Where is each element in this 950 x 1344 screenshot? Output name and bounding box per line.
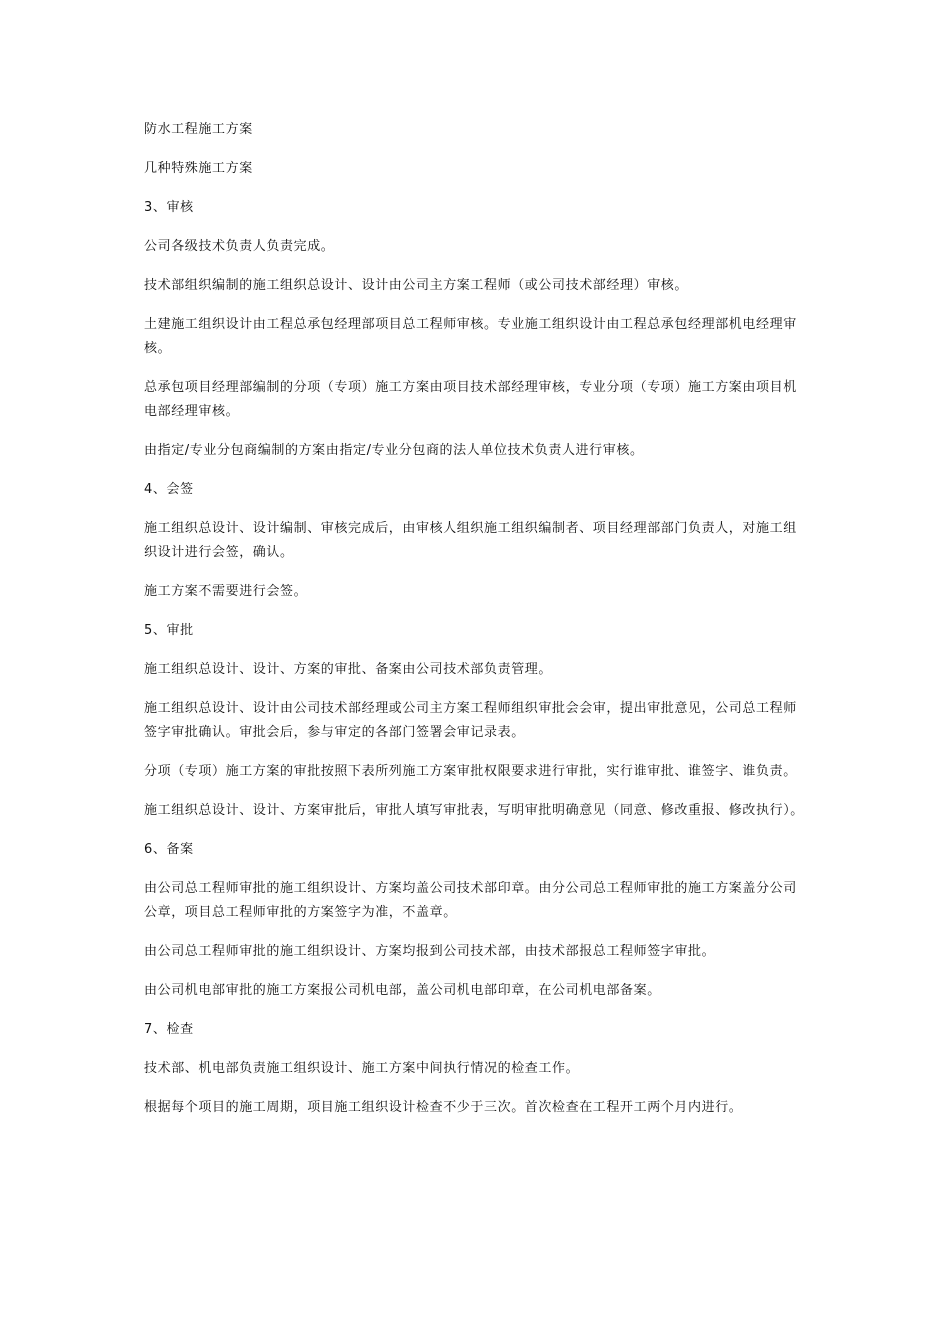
section-heading: 4、会签 — [144, 482, 194, 497]
paragraph: 总承包项目经理部编制的分项（专项）施工方案由项目技术部经理审核，专业分项（专项）施工方案由项目机电部经理审核。 — [144, 380, 797, 419]
paragraph: 土建施工组织设计由工程总承包经理部项目总工程师审核。专业施工组织设计由工程总承包经理部机电经理审核。 — [144, 317, 797, 356]
document-body — [144, 118, 808, 1135]
paragraph: 分项（专项）施工方案的审批按照下表所列施工方案审批权限要求进行审批，实行谁审批、谁签字、谁负责。 — [144, 764, 797, 779]
paragraph: 技术部、机电部负责施工组织设计、施工方案中间执行情况的检查工作。 — [144, 1061, 580, 1076]
paragraph: 由公司总工程师审批的施工组织设计、方案均报到公司技术部，由技术部报总工程师签字审批。 — [144, 944, 716, 959]
paragraph: 施工组织总设计、设计、方案的审批、备案由公司技术部负责管理。 — [144, 662, 553, 677]
paragraph: 施工组织总设计、设计编制、审核完成后，由审核人组织施工组织编制者、项目经理部部门负责人，对施工组织设计进行会签，确认。 — [144, 521, 797, 560]
section-heading: 7、检查 — [144, 1022, 194, 1037]
paragraph: 施工组织总设计、设计、方案审批后，审批人填写审批表，写明审批明确意见（同意、修改重报、修改执行）。 — [144, 803, 804, 818]
paragraph: 由公司机电部审批的施工方案报公司机电部，盖公司机电部印章，在公司机电部备案。 — [144, 983, 661, 998]
paragraph-line: 几种特殊施工方案 — [144, 161, 253, 176]
paragraph: 施工组织总设计、设计由公司技术部经理或公司主方案工程师组织审批会会审，提出审批意见，公司总工程师签字审批确认。审批会后，参与审定的各部门签署会审记录表。 — [144, 701, 797, 740]
paragraph: 公司各级技术负责人负责完成。 — [144, 239, 335, 254]
paragraph: 施工方案不需要进行会签。 — [144, 584, 308, 599]
paragraph-line: 防水工程施工方案 — [144, 122, 253, 137]
paragraph: 由公司总工程师审批的施工组织设计、方案均盖公司技术部印章。由分公司总工程师审批的施工方案盖分公司公章，项目总工程师审批的方案签字为准，不盖章。 — [144, 881, 797, 920]
section-heading: 3、审核 — [144, 200, 194, 215]
paragraph: 由指定/专业分包商编制的方案由指定/专业分包商的法人单位技术负责人进行审核。 — [144, 443, 644, 458]
paragraph: 根据每个项目的施工周期，项目施工组织设计检查不少于三次。首次检查在工程开工两个月内进行。 — [144, 1100, 743, 1115]
section-heading: 5、审批 — [144, 623, 194, 638]
section-heading: 6、备案 — [144, 842, 194, 857]
paragraph: 技术部组织编制的施工组织总设计、设计由公司主方案工程师（或公司技术部经理）审核。 — [144, 278, 689, 293]
